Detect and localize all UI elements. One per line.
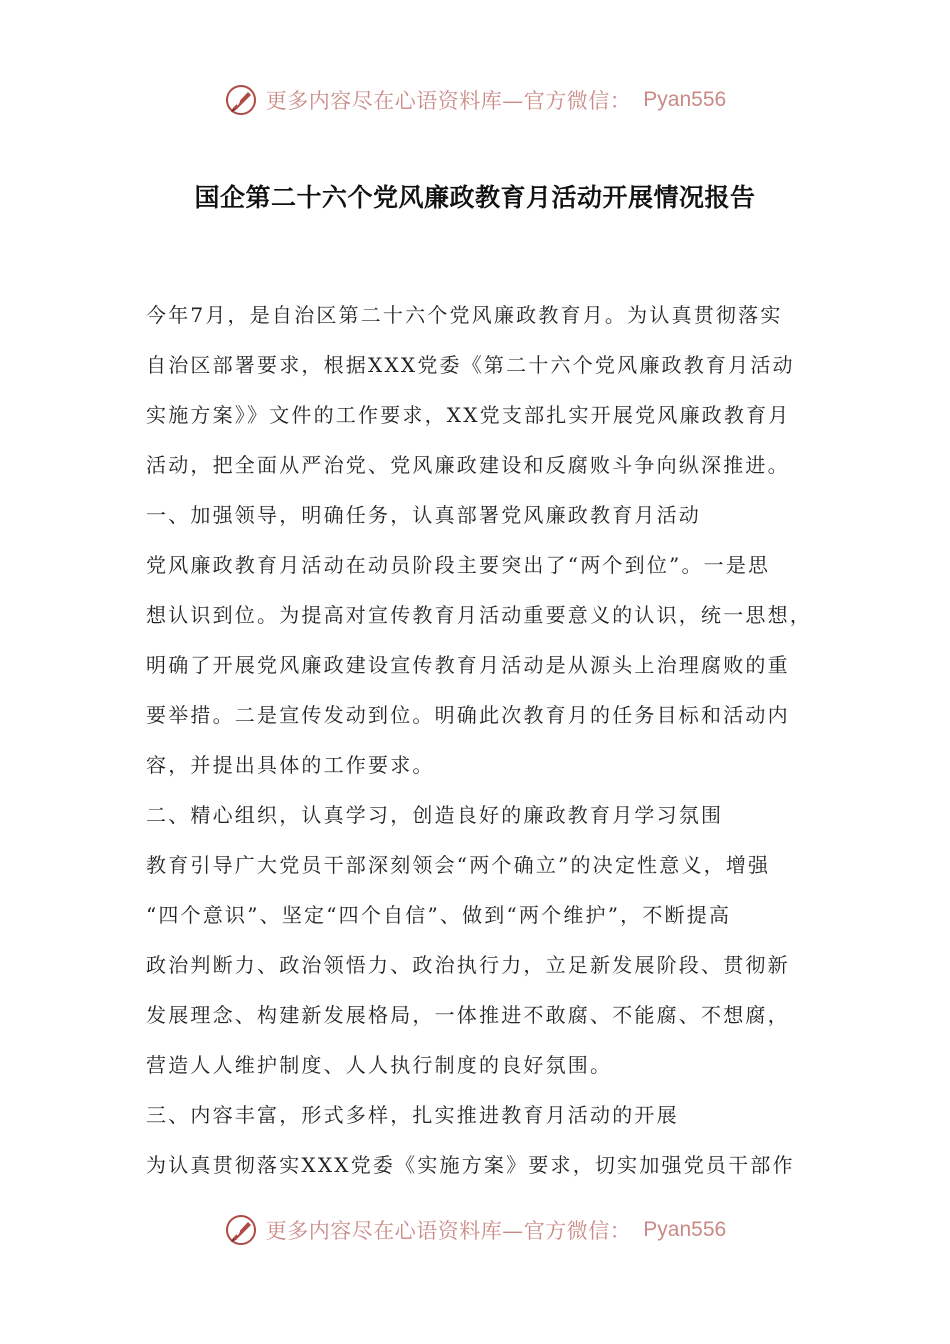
- body-line: 营造人人维护制度、人人执行制度的良好氛围。: [146, 1053, 613, 1077]
- body-line: 政治判断力、政治领悟力、政治执行力，立足新发展阶段、贯彻新: [146, 953, 790, 977]
- watermark-brand: Pyan556: [643, 1218, 727, 1241]
- watermark-footer: [0, 1210, 950, 1250]
- pen-logo-icon: [224, 83, 258, 117]
- document-body: [146, 290, 816, 1190]
- pen-logo-icon: [224, 1213, 258, 1247]
- watermark-brand: Pyan556: [643, 88, 727, 111]
- watermark-text: 更多内容尽在心语资料库—官方微信：: [265, 89, 632, 113]
- body-line: 要举措。二是宣传发动到位。明确此次教育月的任务目标和活动内: [146, 703, 790, 727]
- body-line: “四个意识”、坚定“四个自信”、做到“两个维护”，不断提高: [146, 903, 732, 927]
- body-line: 党风廉政教育月活动在动员阶段主要突出了“两个到位”。一是思: [146, 553, 771, 577]
- body-line: 自治区部署要求，根据XXX党委《第二十六个党风廉政教育月活动: [146, 353, 795, 377]
- body-line: 实施方案》》文件的工作要求，XX党支部扎实开展党风廉政教育月: [146, 403, 791, 427]
- body-line: 想认识到位。为提高对宣传教育月活动重要意义的认识，统一思想，: [146, 603, 812, 627]
- body-line: 明确了开展党风廉政建设宣传教育月活动是从源头上治理腐败的重: [146, 653, 790, 677]
- body-line: 活动，把全面从严治党、党风廉政建设和反腐败斗争向纵深推进。: [146, 453, 790, 477]
- body-line: 发展理念、构建新发展格局，一体推进不敢腐、不能腐、不想腐，: [146, 1003, 790, 1027]
- body-line: 为认真贯彻落实XXX党委《实施方案》要求，切实加强党员干部作: [146, 1153, 795, 1177]
- document-title: 国企第二十六个党风廉政教育月活动开展情况报告: [194, 183, 756, 212]
- section-heading: 三、内容丰富，形式多样，扎实推进教育月活动的开展: [146, 1103, 679, 1127]
- watermark-text: 更多内容尽在心语资料库—官方微信：: [265, 1219, 632, 1243]
- section-heading: 一、加强领导，明确任务，认真部署党风廉政教育月活动: [146, 503, 701, 527]
- body-line: 教育引导广大党员干部深刻领会“两个确立”的决定性意义，增强: [146, 853, 771, 877]
- watermark-header: [0, 80, 950, 120]
- body-line: 今年7月，是自治区第二十六个党风廉政教育月。为认真贯彻落实: [146, 303, 783, 327]
- body-line: 容，并提出具体的工作要求。: [146, 753, 435, 777]
- section-heading: 二、精心组织，认真学习，创造良好的廉政教育月学习氛围: [146, 803, 724, 827]
